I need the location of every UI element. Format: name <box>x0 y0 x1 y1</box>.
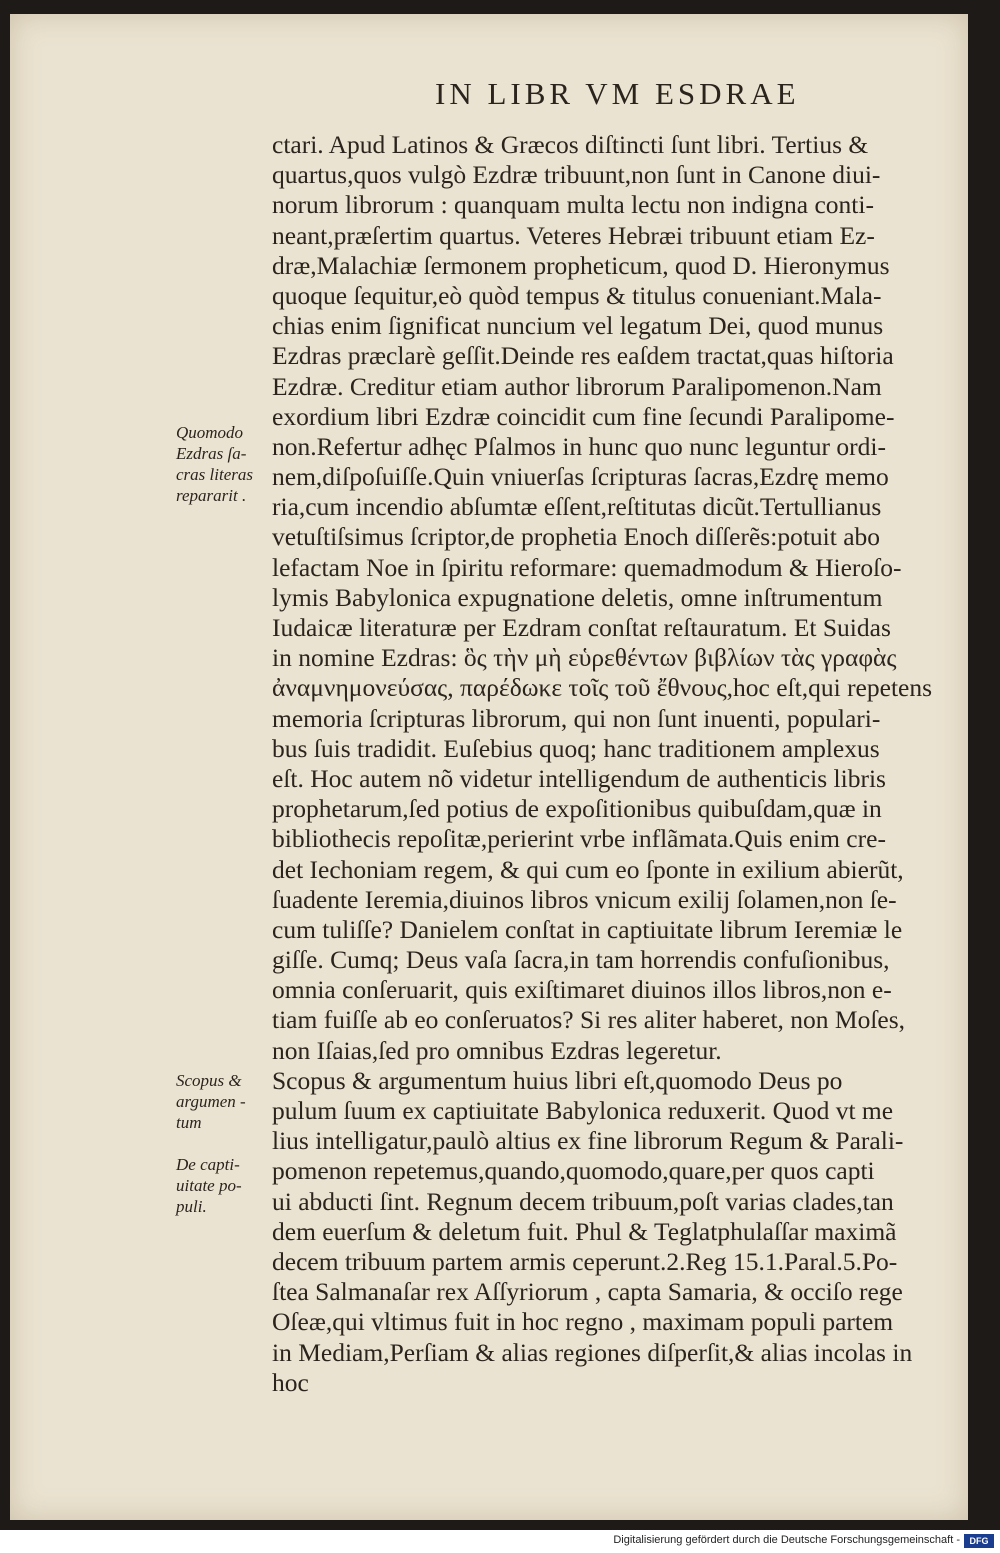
text-line: ria,cum incendio abſumtæ eſſent,reſtitutas dicũt.Tertullianus <box>272 492 882 522</box>
text-line: prophetarum,ſed potius de expoſitionibus quibuſdam,quæ in <box>272 794 882 824</box>
text-line: lefactam Noe in ſpiritu reformare: quemadmodum & Hieroſo- <box>272 552 902 582</box>
footer-bar <box>0 1530 1000 1553</box>
margin-note-line: Scopus & <box>176 1071 242 1090</box>
text-line: omnia conſeruarit, quis exiſtimaret diuinos illos libros,non e- <box>272 975 892 1005</box>
text-line: Ezdræ. Creditur etiam author librorum Paralipomenon.Nam <box>272 371 882 401</box>
text-line: decem tribuum partem armis ceperunt.2.Reg 15.1.Paral.5.Po- <box>272 1246 898 1276</box>
text-line: Scopus & argumentum huius libri eſt,quomodo Deus po <box>272 1065 843 1095</box>
text-line: chias enim ſignificat nuncium vel legatum Dei, quod munus <box>272 311 884 341</box>
text-line: norum librorum : quanquam multa lectu non indigna conti- <box>272 190 874 220</box>
text-line: vetuſtiſsimus ſcriptor,de prophetia Enoch diſſerẽs:potuit abo <box>272 522 881 552</box>
main-text-block <box>272 130 960 1398</box>
text-line: det Iechoniam regem, & qui cum eo ſponte in exilium abierũt, <box>272 854 904 884</box>
margin-note-line: puli. <box>176 1197 207 1216</box>
text-line: eſt. Hoc autem nõ videtur intelligendum de authenticis libris <box>272 763 886 793</box>
text-line: tiam fuiſſe ab eo conſeruatos? Si res aliter haberet, non Moſes, <box>272 1005 906 1035</box>
text-line: pulum ſuum ex captiuitate Babylonica reduxerit. Quod vt me <box>272 1096 894 1125</box>
text-line: bibliothecis repoſitæ,perierint vrbe inflãmata.Quis enim cre- <box>272 824 886 854</box>
margin-note-captivitate <box>176 1154 276 1217</box>
text-line: nem,diſpoſuiſſe.Quin vniuerſas ſcripturas ſacras,Ezdrę memo <box>272 462 889 492</box>
margin-note-line: Ezdras ſa- <box>176 444 247 463</box>
text-line: cum tuliſſe? Danielem conſtat in captiuitate librum Ieremiæ le <box>272 914 903 944</box>
margin-note-line: De capti- <box>176 1155 240 1174</box>
book-page <box>10 14 968 1520</box>
text-line: dem euerſum & deletum fuit. Phul & Teglatphulaſſar maximã <box>272 1216 897 1246</box>
margin-note-scopus <box>176 1070 276 1133</box>
text-line: in nomine Ezdras: ὃς τὴν μὴ εὑρεθέντων βιβλίων τὰς γραφὰς <box>272 643 897 673</box>
text-line: memoria ſcripturas librorum, qui non ſunt inuenti, populari- <box>272 703 881 733</box>
text-line: non Iſaias,ſed pro omnibus Ezdras legeretur. <box>272 1035 722 1065</box>
text-line: quartus,quos vulgò Ezdræ tribuunt,non ſunt in Canone diui- <box>272 160 881 190</box>
text-line: bus ſuis tradidit. Euſebius quoq; hanc traditionem amplexus <box>272 733 880 763</box>
text-line: in Mediam,Perſiam & alias regiones diſperſit,& alias incolas in <box>272 1337 913 1367</box>
text-line: ſuadente Ieremia,diuinos libros vnicum exilij ſolamen,non ſe- <box>272 884 897 914</box>
text-line: non.Refertur adhęc Pſalmos in hunc quo nunc leguntur ordi- <box>272 431 886 461</box>
text-line: Iudaicæ literaturæ per Ezdram conſtat reſtauratum. Et Suidas <box>272 613 891 642</box>
text-line: ἀναμνημονεύσας, παρέδωκε τοῖς τοῦ ἔθνους,hoc eſt,qui repetens <box>272 673 933 703</box>
text-line: giſſe. Cumq; Deus vaſa ſacra,in tam horrendis confuſionibus, <box>272 945 890 975</box>
text-line: exordium libri Ezdræ coincidit cum fine ſecundi Paralipome- <box>272 401 895 431</box>
margin-note-line: tum <box>176 1113 202 1132</box>
running-head: IN LIBR VM ESDRAE <box>435 76 800 111</box>
margin-note-line: argumen - <box>176 1092 246 1111</box>
text-line: pomenon repetemus,quando,quomodo,quare,per quos capti <box>272 1156 875 1186</box>
margin-note-line: Quomodo <box>176 423 244 442</box>
text-line: Oſeæ,qui vltimus fuit in hoc regno , maximam populi partem <box>272 1307 894 1337</box>
margin-note-line: repararit . <box>176 486 247 505</box>
text-line: lymis Babylonica expugnatione deletis, omne inſtrumentum <box>272 582 883 612</box>
dfg-logo-icon: DFG <box>964 1534 994 1548</box>
text-line: neant,præſertim quartus. Veteres Hebræi tribuunt etiam Ez- <box>272 220 875 250</box>
funding-credit: Digitalisierung gefördert durch die Deutsche Forschungsgemeinschaft - <box>613 1534 960 1546</box>
margin-note-quomodo <box>176 422 276 506</box>
text-line: ui abducti ſint. Regnum decem tribuum,poſt varias clades,tan <box>272 1186 894 1216</box>
margin-note-line: cras literas <box>176 465 253 484</box>
text-line: dræ,Malachiæ ſermonem propheticum, quod D. Hieronymus <box>272 250 890 280</box>
text-line: lius intelligatur,paulò altius ex fine librorum Regum & Parali- <box>272 1126 904 1156</box>
text-line: quoque ſequitur,eò quòd tempus & titulus conueniant.Mala- <box>272 280 882 310</box>
text-line: hoc <box>272 1367 309 1397</box>
margin-note-line: uitate po- <box>176 1176 242 1195</box>
text-line: Ezdras præclarè geſſit.Deinde res eaſdem tractat,quas hiſtoria <box>272 341 894 371</box>
text-line: ſtea Salmanaſar rex Aſſyriorum , capta Samaria, & occiſo rege <box>272 1277 903 1307</box>
text-line: ctari. Apud Latinos & Græcos diſtincti ſunt libri. Tertius & <box>272 130 869 159</box>
